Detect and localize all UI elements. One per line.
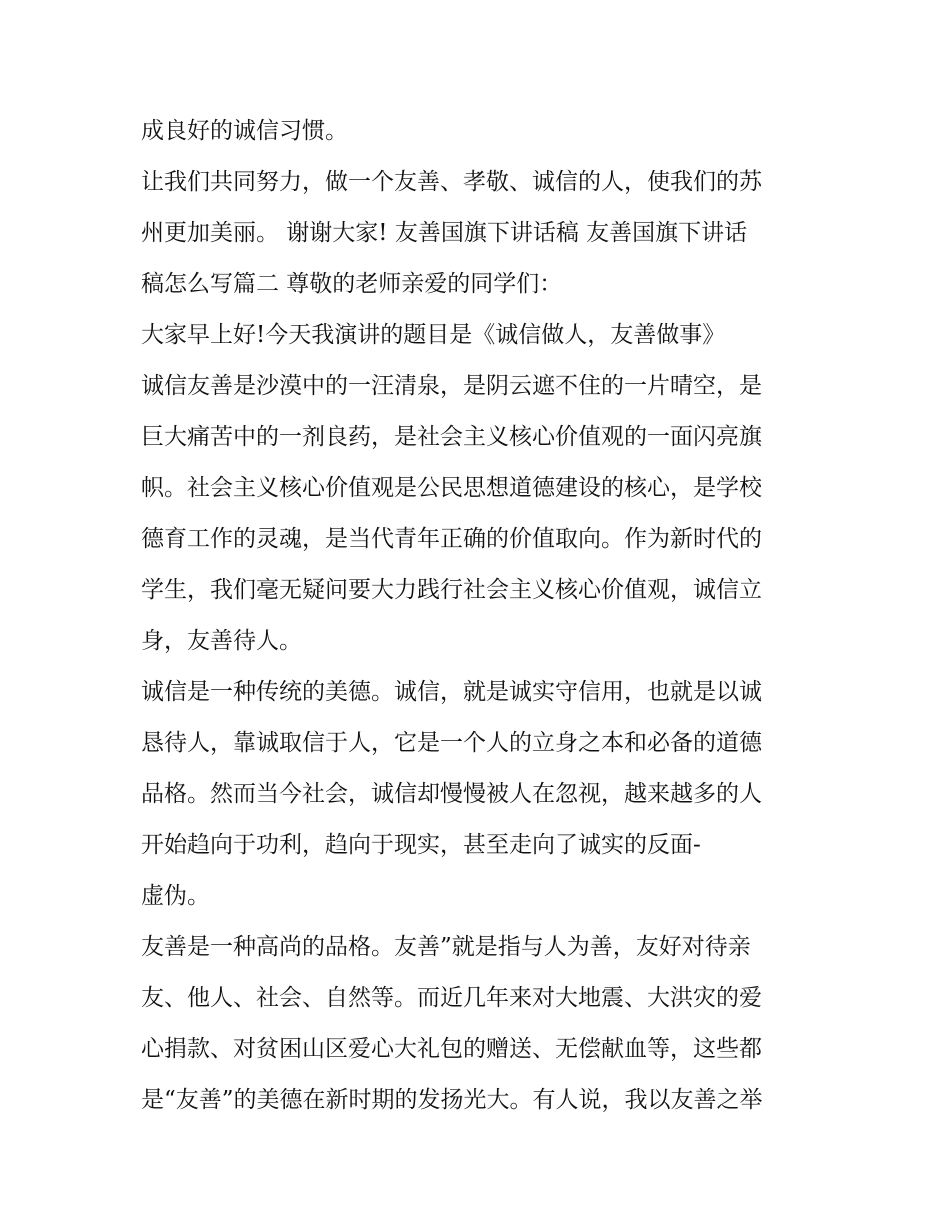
text-line: 让我们共同努力，做一个友善、孝敬、诚信的人，使我们的苏 bbox=[141, 169, 762, 195]
text-line: 友善是一种高尚的品格。友善”就是指与人为善，友好对待亲 bbox=[141, 934, 751, 960]
text-line: 是“友善”的美德在新时期的发扬光大。有人说，我以友善之举 bbox=[141, 1087, 763, 1113]
text-line: 巨大痛苦中的一剂良药，是社会主义核心价值观的一面闪亮旗 bbox=[141, 424, 762, 450]
text-line: 身，友善待人。 bbox=[141, 628, 302, 654]
text-line: 恳待人，靠诚取信于人，它是一个人的立身之本和必备的道德 bbox=[141, 730, 762, 756]
text-line: 诚信友善是沙漠中的一汪清泉，是阴云遮不住的一片晴空，是 bbox=[141, 373, 762, 399]
document-body bbox=[141, 106, 821, 1126]
text-line: 州更加美丽。 谢谢大家! 友善国旗下讲话稿 友善国旗下讲话 bbox=[141, 220, 748, 246]
text-line: 开始趋向于功利，趋向于现实，甚至走向了诚实的反面- bbox=[141, 832, 701, 858]
text-line: 成良好的诚信习惯。 bbox=[141, 118, 348, 144]
text-line: 学生，我们毫无疑问要大力践行社会主义核心价值观，诚信立 bbox=[141, 577, 762, 603]
text-line: 心捐款、对贫困山区爱心大礼包的赠送、无偿献血等，这些都 bbox=[141, 1036, 762, 1062]
text-line: 虚伪。 bbox=[141, 883, 210, 909]
text-line: 稿怎么写篇二 尊敬的老师亲爱的同学们： bbox=[141, 271, 563, 297]
text-line: 德育工作的灵魂，是当代青年正确的价值取向。作为新时代的 bbox=[141, 526, 762, 552]
text-line: 诚信是一种传统的美德。诚信，就是诚实守信用，也就是以诚 bbox=[141, 679, 762, 705]
text-line: 帜。社会主义核心价值观是公民思想道德建设的核心，是学校 bbox=[141, 475, 762, 501]
text-line: 品格。然而当今社会，诚信却慢慢被人在忽视，越来越多的人 bbox=[141, 781, 762, 807]
text-line: 友、他人、社会、自然等。而近几年来对大地震、大洪灾的爱 bbox=[141, 985, 762, 1011]
text-line: 大家早上好!今天我演讲的题目是《诚信做人，友善做事》 bbox=[141, 322, 726, 348]
